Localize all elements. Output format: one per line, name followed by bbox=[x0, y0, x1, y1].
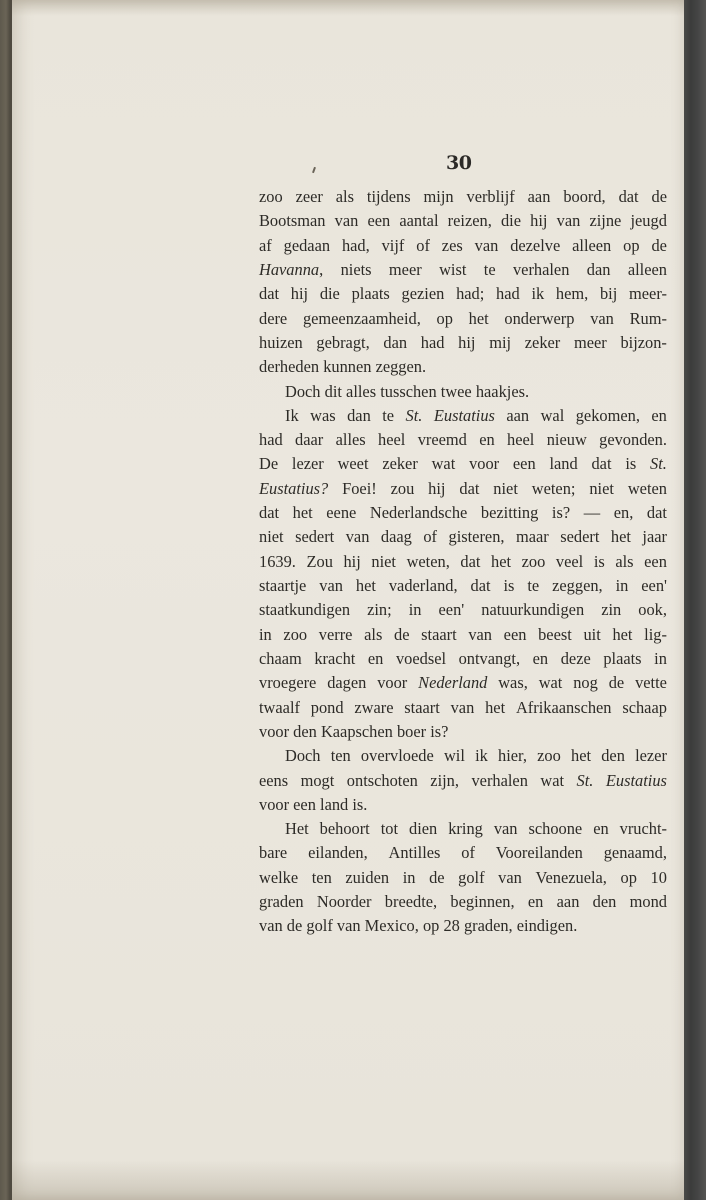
page-shadow-bottom bbox=[12, 1160, 684, 1200]
text-line: zoo zeer als tijdens mijn verblijf aan boord, dat de bbox=[259, 187, 667, 206]
paragraph bbox=[259, 185, 667, 380]
text-line: staartje van het vaderland, dat is te zeggen, in een' bbox=[259, 576, 667, 595]
paragraph bbox=[259, 380, 667, 404]
text-line: Bootsman van een aantal reizen, die hij van zijne jeugd bbox=[259, 211, 667, 231]
text-line: bare eilanden, Antilles of Vooreilanden genaamd, bbox=[259, 843, 667, 863]
text-line: niet sedert van daag of gisteren, maar sedert het jaar bbox=[259, 527, 667, 547]
text-line: Het behoort tot dien kring van schoone en vrucht- bbox=[285, 819, 667, 839]
paragraph bbox=[259, 404, 667, 744]
text-line: in zoo verre als de staart van een beest uit het lig- bbox=[259, 624, 667, 644]
text-line: Ik was dan te St. Eustatius aan wal gekomen, en bbox=[285, 405, 667, 425]
text-line: huizen gebragt, dan had hij mij zeker meer bijzon- bbox=[259, 332, 667, 352]
text-line: welke ten zuiden in de golf van Venezuela, op 10 bbox=[259, 867, 667, 887]
text-line: dat het eene Nederlandsche bezitting is? — en, dat bbox=[259, 503, 667, 523]
text-line: af gedaan had, vijf of zes van dezelve alleen op de bbox=[259, 235, 667, 255]
text-line: Havanna, niets meer wist te verhalen dan alleen bbox=[259, 259, 667, 279]
text-line: De lezer weet zeker wat voor een land dat is St. bbox=[259, 454, 667, 474]
text-line: had daar alles heel vreemd en heel nieuw gevonden. bbox=[259, 430, 667, 450]
text-line: Doch ten overvloede wil ik hier, zoo het den lezer bbox=[285, 746, 667, 766]
text-line: twaalf pond zware staart van het Afrikaanschen schaap bbox=[259, 697, 667, 717]
text-line: Doch dit alles tusschen twee haakjes. bbox=[285, 381, 530, 401]
text-line: voor den Kaapschen boer is? bbox=[259, 721, 449, 741]
text-line: graden Noorder breedte, beginnen, en aan den mond bbox=[259, 892, 667, 912]
text-line: dat hij die plaats gezien had; had ik hem, bij meer- bbox=[259, 284, 667, 304]
text-line: 1639. Zou hij niet weten, dat het zoo veel is als een bbox=[259, 551, 667, 571]
paragraph bbox=[259, 744, 667, 817]
text-line: staatkundigen zin; in een' natuurkundigen zin ook, bbox=[259, 600, 667, 620]
text-line: eens mogt ontschoten zijn, verhalen wat St. Eustatius bbox=[259, 770, 667, 790]
page-shadow bbox=[12, 0, 684, 16]
text-line: Eustatius? Foei! zou hij dat niet weten; niet weten bbox=[259, 478, 667, 498]
text-line: voor een land is. bbox=[259, 794, 368, 814]
book-edge bbox=[684, 0, 706, 1200]
text-line: dere gemeenzaamheid, op het onderwerp van Rum- bbox=[259, 308, 667, 328]
text-line: chaam kracht en voedsel ontvangt, en deze plaats in bbox=[259, 648, 667, 668]
paragraph bbox=[259, 817, 667, 939]
text-line: vroegere dagen voor Nederland was, wat nog de vette bbox=[259, 673, 667, 693]
page-number: 30 bbox=[446, 152, 472, 174]
text-line: van de golf van Mexico, op 28 graden, eindigen. bbox=[259, 916, 578, 936]
body-text bbox=[259, 185, 667, 939]
text-line: derheden kunnen zeggen. bbox=[259, 357, 427, 377]
